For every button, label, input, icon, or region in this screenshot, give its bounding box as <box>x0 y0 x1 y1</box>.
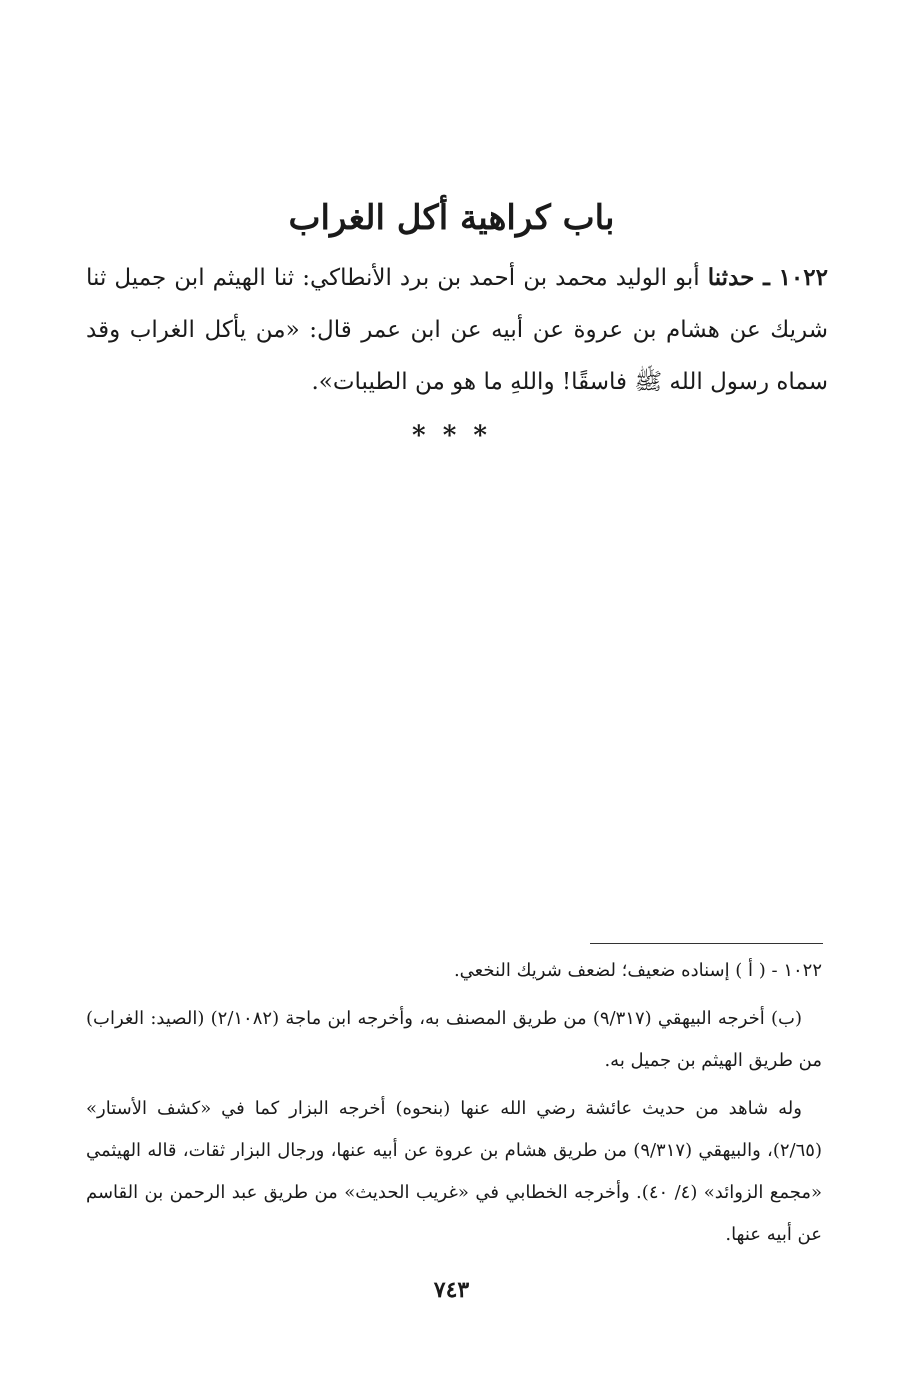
footnote-takhrij: (ب) أخرجه البيهقي (٩/٣١٧) من طريق المصنف به، وأخرجه ابن ماجة (٢/١٠٨٢) (الصيد: الغراب) من طريق الهيثم بن جميل به. <box>86 1008 822 1071</box>
footnote-grading: ١٠٢٢ - ( أ ) إسناده ضعيف؛ لضعف شريك النخعي. <box>453 960 822 981</box>
chapter-title: باب كراهية أكل الغراب <box>288 198 615 238</box>
footnote-divider <box>590 943 823 944</box>
section-separator: * * * <box>412 421 491 451</box>
footnote-shahid: وله شاهد من حديث عائشة رضي الله عنها (بنحوه) أخرجه البزار كما في «كشف الأستار» (٢/٦٥)، والبيهقي (٩/٣١٧) من طريق هشام بن عروة عن أبيه عنها، ورجال البزار ثقات، قاله الهيثمي «مجمع الزوائد» (٤/ ٤٠). وأخرجه الخطابي في «غريب الحديث» من طريق عبد الرحمن بن القاسم عن أبيه عنها. <box>86 1098 822 1245</box>
hadith-body: أبو الوليد محمد بن أحمد بن برد الأنطاكي: ثنا الهيثم ابن جميل ثنا شريك عن هشام بن عروة عن أبيه عن ابن عمر قال: «من يأكل الغراب وقد سماه رسول الله ﷺ فاسقًا! واللهِ ما هو من الطيبات». <box>86 265 828 395</box>
hadith-text <box>86 252 828 408</box>
hadith-number: ١٠٢٢ ـ حدثنا <box>707 264 828 291</box>
footnotes <box>86 950 822 1262</box>
page-number: ٧٤٣ <box>433 1277 470 1303</box>
